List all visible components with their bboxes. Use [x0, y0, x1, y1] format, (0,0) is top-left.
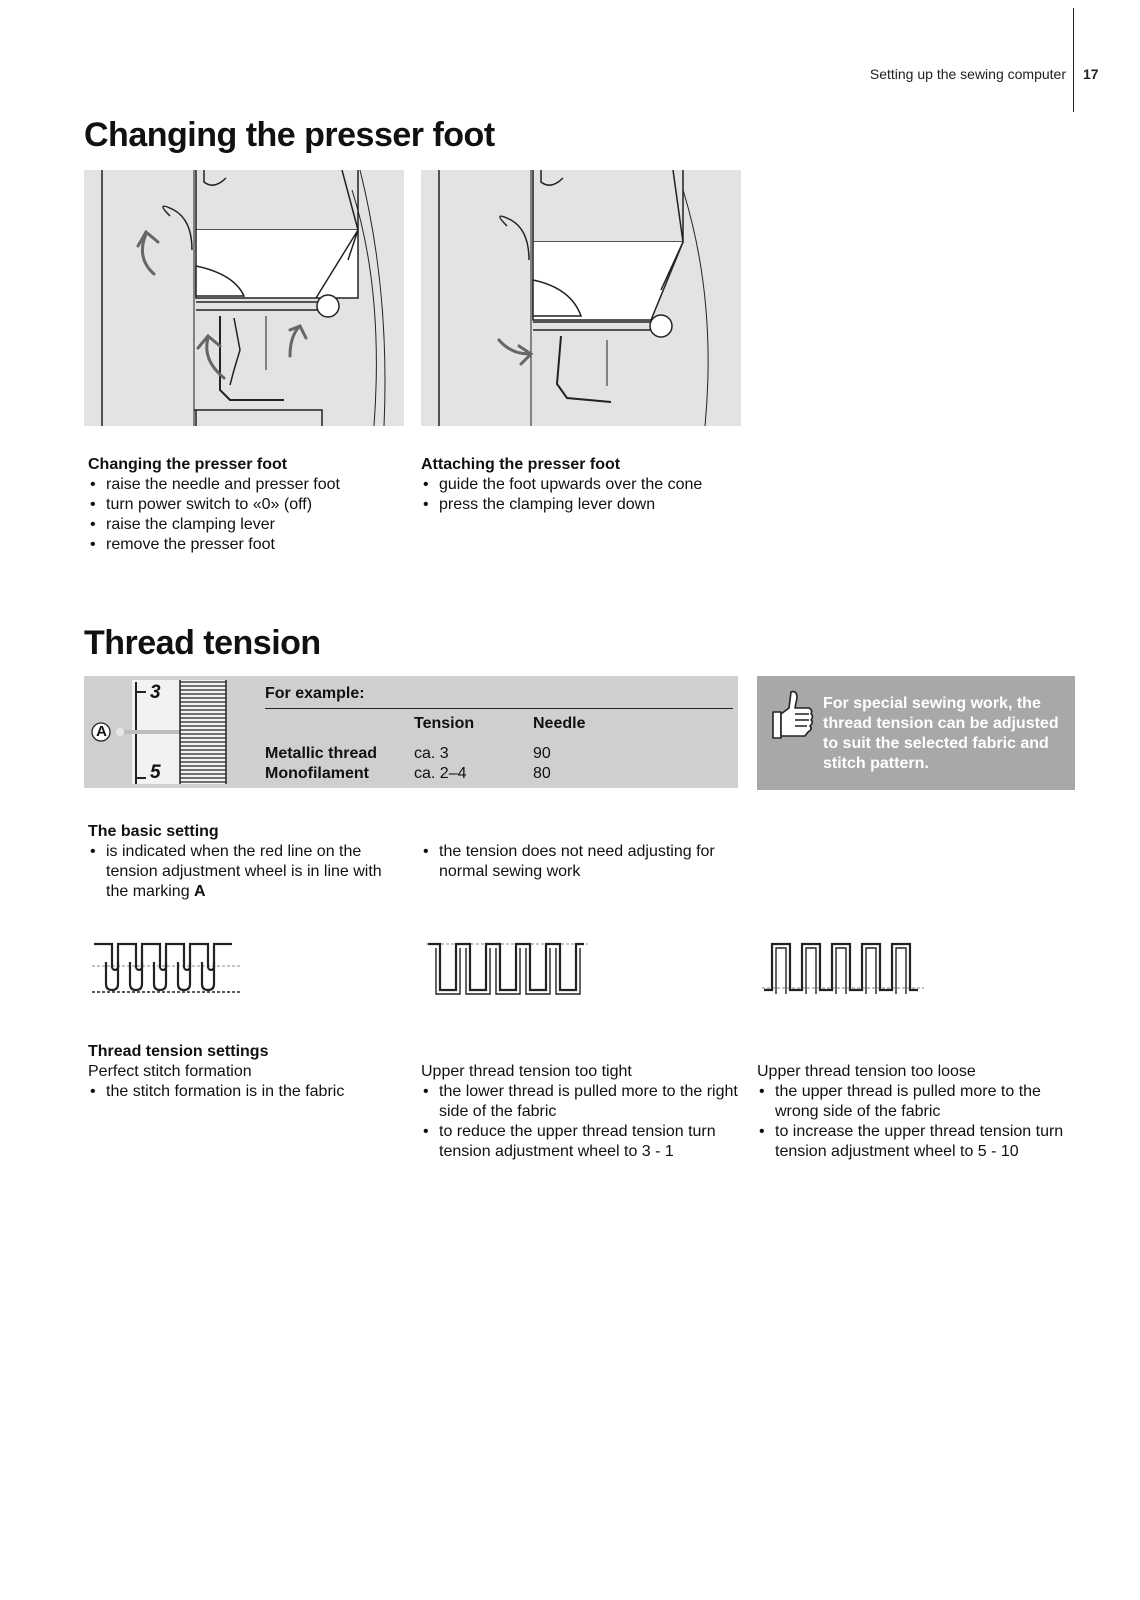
header-divider: [1073, 8, 1074, 112]
steps-heading: Changing the presser foot: [88, 456, 288, 473]
page-number: 17: [1083, 66, 1099, 82]
list-item: • remove the presser foot: [88, 535, 408, 555]
table-row-tension: ca. 2–4: [414, 765, 467, 782]
list-item: • the tension does not need adjusting for normal sewing work: [421, 842, 741, 882]
illustration-removing-presser-foot: [84, 170, 404, 426]
table-row-needle: 80: [533, 765, 551, 782]
perfect-title: Perfect stitch formation: [88, 1063, 252, 1080]
list-item: • is indicated when the red line on the tension adjustment wheel is in line with the marking A: [88, 842, 408, 902]
list-item: • the lower thread is pulled more to the right side of the fabric: [421, 1082, 741, 1122]
column-header-needle: Needle: [533, 715, 586, 732]
perfect-stitch-block: [88, 1042, 408, 1102]
stitch-diagram-too-loose: [762, 938, 924, 998]
steps-heading: Attaching the presser foot: [421, 456, 621, 473]
list-item: • raise the needle and presser foot: [88, 475, 408, 495]
tip-panel: [757, 676, 1075, 790]
list-item: • the upper thread is pulled more to the wrong side of the fabric: [757, 1082, 1087, 1122]
dial-top-number: 3: [150, 682, 161, 703]
dial-bottom-number: 5: [150, 762, 161, 783]
settings-heading: Thread tension settings: [88, 1043, 269, 1060]
dial-marker-label: A: [96, 723, 107, 740]
thumbs-up-icon: [765, 686, 815, 742]
section-title-thread-tension: Thread tension: [84, 624, 321, 662]
tension-example-panel: [84, 676, 738, 788]
running-header: Setting up the sewing computer: [869, 66, 1066, 82]
table-row-thread: Metallic thread: [265, 745, 378, 762]
too-tight-block: [421, 1062, 741, 1162]
too-loose-title: Upper thread tension too loose: [757, 1063, 976, 1080]
tip-text: For special sewing work, the thread tension can be adjusted to suit the selected fabric and stitch pattern.: [823, 695, 1059, 772]
list-item: • to increase the upper thread tension turn tension adjustment wheel to 5 - 10: [757, 1122, 1087, 1162]
example-caption: For example:: [265, 685, 365, 702]
too-loose-block: [757, 1062, 1087, 1162]
section-title-presser-foot: Changing the presser foot: [84, 116, 495, 154]
table-row-tension: ca. 3: [414, 745, 449, 762]
list-item: • the stitch formation is in the fabric: [88, 1082, 408, 1102]
list-item: • to reduce the upper thread tension turn tension adjustment wheel to 3 - 1: [421, 1122, 741, 1162]
column-header-tension: Tension: [414, 715, 475, 732]
changing-presser-foot-steps: [88, 455, 408, 555]
too-tight-title: Upper thread tension too tight: [421, 1063, 632, 1080]
basic-setting-heading: The basic setting: [88, 823, 219, 840]
basic-setting-block: [88, 822, 408, 902]
basic-setting-note: [421, 842, 741, 882]
table-row-needle: 90: [533, 745, 551, 762]
stitch-diagram-perfect: [92, 938, 242, 998]
list-item: • turn power switch to «0» (off): [88, 495, 408, 515]
list-item: • press the clamping lever down: [421, 495, 741, 515]
stitch-diagram-too-tight: [426, 938, 588, 998]
table-rule: [265, 708, 733, 709]
marking-label: A: [194, 883, 206, 900]
attaching-presser-foot-steps: [421, 455, 741, 515]
list-item: • raise the clamping lever: [88, 515, 408, 535]
illustration-attaching-presser-foot: [421, 170, 741, 426]
list-item: • guide the foot upwards over the cone: [421, 475, 741, 495]
table-row-thread: Monofilament: [265, 765, 369, 782]
